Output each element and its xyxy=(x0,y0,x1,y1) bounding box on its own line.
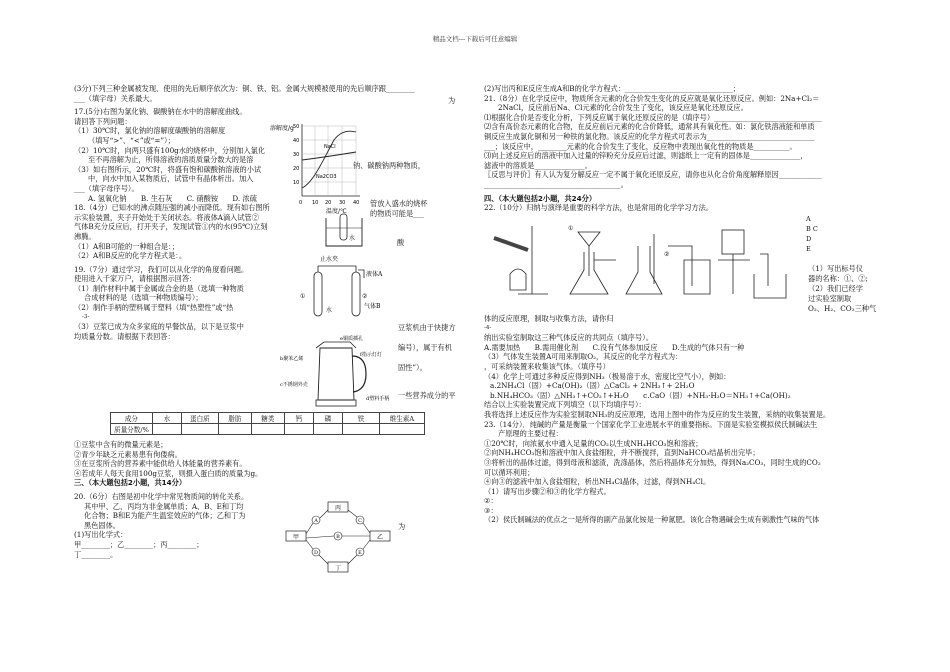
apparatus-letters: A B C D E xyxy=(806,215,818,253)
text-line: （3）气体发生装置A可用来制取O₂，其反应的化学方程式为： xyxy=(484,352,683,362)
table-cell xyxy=(284,424,313,435)
text-line: (3分)下列三种金属被发现、使用的先后顺序依次为：铜、铁、铝。金属大规模被使用的先后顺序跟________ xyxy=(74,84,415,93)
page-number: -4- xyxy=(484,324,492,331)
kettle-label-b: b聚苯乙烯 xyxy=(280,356,304,362)
legend-na2co3: Na2CO3 xyxy=(316,174,337,180)
gas-b-label: 气体B xyxy=(364,303,381,310)
text-line: a.2NH₄Cl（固）+Ca(OH)₂（固）△CaCl₂ + 2NH₃↑+ 2H₂O xyxy=(490,381,695,391)
table-header: 磷 xyxy=(313,413,342,424)
text-line: 合成材料的是（选填一种物质编号）； xyxy=(84,293,203,303)
question-18: 18.（4分）已知水的沸点随压强的减小而降低。现有如右图所 xyxy=(74,203,270,213)
text-line: 可以循环利用； xyxy=(484,467,535,477)
text-line: ①豆浆中含有的微量元素是； xyxy=(74,440,168,449)
side-note: 的物质可能是___ xyxy=(370,209,424,218)
boiling-apparatus xyxy=(298,252,394,324)
right-column xyxy=(484,84,884,213)
water-label: 水 xyxy=(326,307,333,314)
tube1-label: ① xyxy=(300,293,306,300)
text-line: ③将析出的晶体过滤，得到母液和滤渣，洗涤晶体，然后将晶体充分加热，得到Na₂CO₃，同时生成的CO₂ xyxy=(484,457,821,467)
nutrition-table xyxy=(110,412,425,435)
side-note: 管放入盛水的烧杯 xyxy=(370,199,428,208)
water-label: 水 xyxy=(349,235,356,242)
label-2: ② xyxy=(664,251,670,258)
kettle-label-f: f指示灯灯 xyxy=(360,352,382,358)
node-c: C xyxy=(358,518,362,524)
question-17: 17.(5分)右图为氯化钠、碳酸钠在水中的溶解度曲线。 xyxy=(74,107,247,117)
text-line: 化合物；B和E为能产生温室效应的气体；乙和丁为 xyxy=(84,511,246,521)
section-heading: 三、（本大题包括2小题，共14分） xyxy=(74,478,187,488)
text-line: A. 氢氧化钠 B. 生石灰 C. 硝酸铵 D. 浓硫 xyxy=(88,193,257,203)
right-column-lower xyxy=(484,314,884,525)
y-tick: 10 xyxy=(293,180,300,186)
text-line: （3）豆浆已成为众多家庭的早餐饮品，以下是豆浆中 xyxy=(74,322,244,332)
page-header: 精品文档---下载后可任意编辑 xyxy=(432,35,518,43)
lab-apparatus xyxy=(488,224,788,306)
question-19: 19.（7分）通过学习，我们可以从化学的角度看问题。 xyxy=(74,264,249,274)
table-cell xyxy=(181,424,218,435)
text-line: ③在豆浆所含的营养素中能供给人体能量的营养素有。 xyxy=(74,459,247,469)
table-row-label: 质量分数/% xyxy=(111,424,153,435)
table-header: 维生素A xyxy=(379,413,424,424)
table-header: 糖类 xyxy=(251,413,284,424)
x-tick: 10 xyxy=(312,200,319,206)
x-tick: 40 xyxy=(353,200,360,206)
text-line: （2）A和B反应的化学方程式是：。 xyxy=(74,251,187,261)
tube2-label: ② xyxy=(362,293,368,300)
text-line: O₂、H₂、CO₂三种气 xyxy=(808,304,877,313)
text-line: 纳出实验室制取这三种气体反应的共同点（填序号）。 xyxy=(484,333,653,343)
text-line: ②： xyxy=(484,496,498,506)
node-a: A xyxy=(314,518,318,524)
table-header-row xyxy=(111,413,425,424)
text-line: 示实验装置，夹子开始处于关闭状态。将液体A滴入试管② xyxy=(74,212,259,222)
table-cell xyxy=(218,424,251,435)
y-tick: 20 xyxy=(293,166,300,172)
side-note: 为 xyxy=(448,96,456,105)
text-line: 器的名称：①、②; xyxy=(808,274,868,283)
side-note: 编号），属于有机 xyxy=(398,343,452,352)
side-note: 酸 xyxy=(397,238,405,247)
text-line: 沸腾。 xyxy=(74,231,96,241)
table-header: 脂肪 xyxy=(218,413,251,424)
text-line: 结合以上实验装置完成下列填空（以下均填序号）： xyxy=(484,400,646,410)
text-line: 均质量分数。请根据下表回答： xyxy=(74,331,175,341)
chart-ylabel: 溶解度/g xyxy=(270,125,294,132)
side-note: 固性”）。 xyxy=(398,363,427,372)
text-line: ______________________________________。 xyxy=(484,179,628,189)
table-cell xyxy=(379,424,424,435)
text-line: （4）化学上可通过多种反应得到NH₃（极易溶于水，密度比空气小），例如： xyxy=(484,371,731,381)
node-e: E xyxy=(358,550,362,556)
liquid-a-label: 液体A xyxy=(366,271,383,278)
text-line: （1）制作材料中属于金属或合金的是（选填一种物质 xyxy=(74,283,244,293)
transformation-diagram xyxy=(282,500,394,576)
node-bing: 丙 xyxy=(334,505,342,512)
table-header: 蛋白质 xyxy=(181,413,218,424)
text-line: （1）A和B可能的一种组合是：； xyxy=(74,241,179,251)
nacl-curve xyxy=(302,152,356,160)
x-tick: 0 xyxy=(299,200,303,206)
text-line: 丁________。 xyxy=(74,549,118,559)
text-line: ⑴根据化合价是否变化分析，下列反应属于氧化还原反应的是（填序号）______________________________ xyxy=(484,112,822,122)
table-header: 水 xyxy=(152,413,181,424)
chart-xlabel: 温度/℃ xyxy=(326,208,347,215)
table-cell xyxy=(342,424,379,435)
side-note: 钠、碳酸钠两种物质， xyxy=(353,161,425,170)
table-header: 钙 xyxy=(284,413,313,424)
table-cell xyxy=(251,424,284,435)
text-line: （1）30℃时，氯化钠的溶解度碳酸钠的溶解度 xyxy=(74,126,226,136)
y-tick: 50 xyxy=(293,124,300,130)
text-line: 使用进入千家万户，请根据图示回答： xyxy=(74,274,197,284)
x-tick: 20 xyxy=(325,200,332,206)
text-line: ___；该反应中，________元素的化合价发生了变化，反应物中表现出氧化性的物质是__________。 xyxy=(484,141,797,151)
text-line: 产原理的主要过程： xyxy=(498,429,563,439)
question-22: 22.（10分）归纳与演绎是重要的科学方法，也是常用的化学学习方法。 xyxy=(484,203,714,213)
text-line: 铜反应生成氯化铜和另一种铁的氯化物。该反应的化学方程式可表示为______________________________ xyxy=(484,131,815,141)
text-line: ___（填字母序号）。 xyxy=(74,183,139,193)
text-line: 其中甲、乙、丙均为非金属单质；A、B、E和丁均 xyxy=(84,501,244,511)
text-line: 过实验室制取 xyxy=(808,294,852,303)
text-line: ，可采纳装置来收集该气体。（填序号） xyxy=(484,361,610,371)
left-column-lower xyxy=(74,440,470,559)
text-line: ③： xyxy=(484,505,498,515)
side-note: 一些营养成分的平 xyxy=(398,391,456,400)
node-b: B xyxy=(336,534,340,540)
text-line: ④向③的滤液中加入食盐细粒，析出NH₄Cl晶体，过滤，得到NH₄Cl。 xyxy=(484,477,711,487)
text-line: （1）写出标号仪 xyxy=(808,264,863,273)
text-line: （填写“>”、“<”或“=”）； xyxy=(88,135,175,145)
text-line: （2）我们已经学 xyxy=(808,284,863,293)
text-line: （1）请写出步骤②和③的化学方程式。 xyxy=(484,486,611,496)
table-cell xyxy=(152,424,181,435)
x-tick: 30 xyxy=(339,200,346,206)
text-line: 滤液中的溶质是______________。 xyxy=(484,160,592,170)
table-header: 铁 xyxy=(342,413,379,424)
text-line: ④若成年人每天食用100g豆浆，则摄入蛋白质的质量为g。 xyxy=(74,468,263,478)
kettle-label-c: c不锈钢外壳 xyxy=(280,382,308,388)
text-line: ①20℃时，向浓氨水中通入足量的CO₂以生成NH₄HCO₃饱和溶液； xyxy=(484,438,703,448)
node-jia: 甲 xyxy=(292,534,300,541)
text-line: （2）制作手柄的塑料属于塑料（填“热塑性”或“热 xyxy=(74,303,234,313)
text-line: A.需要加热 B.需用催化剂 C.没有气体参加反应 D.生成的气体只有一种 xyxy=(484,342,745,352)
text-line: ②青少年缺乏元素易患有佝偻病。 xyxy=(74,449,182,459)
solubility-chart xyxy=(268,118,364,216)
legend-nacl: NaCl xyxy=(324,144,336,150)
text-line: （2）10℃时，向两只盛有100g水的烧杯中，分别加入氯化 xyxy=(74,145,266,155)
side-note: 豆浆机由于快捷方 xyxy=(398,323,456,332)
clamp-label: 止水夹 xyxy=(320,256,339,263)
text-line: 中，向水中加入某物质后，试管中有晶体析出。加入 xyxy=(88,174,254,184)
kettle-label-d: d塑料手柄 xyxy=(366,396,390,402)
node-d: D xyxy=(313,550,319,556)
text-line: b.NH₄HCO₃（固）△NH₃↑+CO₂↑+H₂O c.CaO（固）+NH₃·H₂O＝NH₃↑+Ca(OH)₂ xyxy=(490,390,791,400)
text-line: 〖反思与评价〗有人认为复分解反应一定不属于氧化还原反应，请你也从化合价角度解释原因____________ xyxy=(484,170,822,180)
text-line: 体的反应原理，制取与收集方法，请你归 xyxy=(484,314,614,323)
table-cell xyxy=(313,424,342,435)
kettle-figure xyxy=(280,334,396,410)
kettle-label-e: e铜质插孔 xyxy=(340,336,363,342)
question-21: 21.（8分）在化学反应中，物质所含元素的化合价发生变化的反应就是氧化还原反应。例如：2Na+Cl₂＝ xyxy=(484,93,820,103)
text-line: ②向NH₄HCO₃饱和溶液中加入食盐细粒，并不断搅拌，直到NaHCO₃结晶析出完毕； xyxy=(484,448,760,458)
y-tick: 40 xyxy=(293,138,300,144)
side-note: 为 xyxy=(398,522,406,531)
table-header: 成分 xyxy=(111,413,153,424)
text-line: ⑵含有高价态元素的化合物，在反应前后元素的化合价降低，通常具有氧化性。如：氯化铁溶液能和单质 xyxy=(484,122,815,132)
text-line: 2NaCl，反应前后Na、Cl元素的化合价发生了变化，该反应是氧化还原反应。 xyxy=(498,103,748,113)
text-line: 至不再溶解为止，所得溶液的溶质质量分数大的是溶 xyxy=(88,155,254,165)
y-tick: 30 xyxy=(293,152,300,158)
text-line: (1)写出化学式： xyxy=(74,530,128,540)
text-line: 气体B充分反应后，打开夹子，发现试管①内的水(95℃)立刻 xyxy=(74,222,268,232)
text-line: 甲________；乙________；丙________； xyxy=(74,539,204,549)
node-yi: 乙 xyxy=(376,534,384,541)
text-line: （2）侯氏制碱法的优点之一是所得的副产品氯化铵是一种氮肥。该化合物遇碱会生成有刺激性气味的气体 xyxy=(484,515,820,525)
label-1: ① xyxy=(568,225,574,232)
beaker-figure xyxy=(322,212,368,250)
question-23: 23.（14分）．纯碱的产量是衡量一个国家化学工业进展水平的重要指标。下面是实验室模拟侯氏制碱法生 xyxy=(484,419,818,429)
text-line: 黑色固体。 xyxy=(84,520,120,530)
text-line: ⑶向上述反应后的溶液中加入过量的锌粉充分反应后过滤，则滤纸上一定有的固体是______________， xyxy=(484,151,808,161)
text-line: ___（填字母）关系最大。 xyxy=(74,93,157,103)
side-notes xyxy=(808,264,888,314)
node-ding: 丁 xyxy=(334,565,342,572)
question-20: 20.（6分）右图是初中化学中常见物质间的转化关系。 xyxy=(74,491,249,501)
text-line: 我将选择上述反应作为实验室制取NH₃的反应原理，选用上图中的作为反应的发生装置，采纳的收集装置是。 xyxy=(484,409,831,419)
table-row xyxy=(111,424,425,435)
text-line: 请回答下列问题： xyxy=(74,116,132,126)
text-line: （3）如右图所示，20℃时，将盛有饱和碳酸钠溶液的小试 xyxy=(74,164,262,174)
text-line: (2)写出丙和E反应生成A和B的化学方程式：______________________________； xyxy=(484,84,740,93)
section-heading: 四、（本大题包括2小题，共24分） xyxy=(484,193,597,203)
page-number: -3- xyxy=(82,313,90,320)
